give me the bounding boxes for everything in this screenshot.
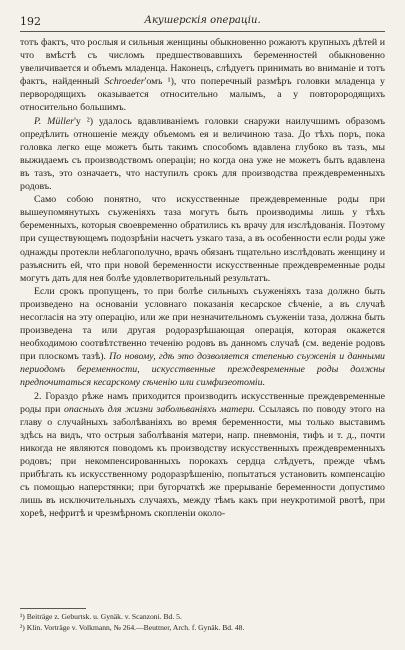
italic-text: По новому, гдѣ это дозволяется степенью съуженія и данными периодомъ беременности, искусственные преждевременные роды должны предпочитаться кесарскому сѣченію или симфизеотоміи. xyxy=(20,351,385,389)
text-run: 'омъ ¹), что поперечный размѣръ головки младенца у первородящихъ оказывается относительно малымъ, а у повторородящихъ относительно большимъ. xyxy=(20,76,385,114)
footnote-rule xyxy=(20,608,86,609)
italic-text: P. Müller xyxy=(34,115,75,127)
text-run: тотъ фактъ, что рослыя и сильныя женщины обыкновенно рожаютъ крупныхъ дѣтей и что вмѣстѣ съ числомъ предшествовавшихъ беременностей обыкновенно увеличивается и объемъ младенца. Наконецъ, слѣдуетъ принимать во вниманіе и тотъ фактъ, найденный xyxy=(20,37,385,88)
text-run: 2. Гораздо рѣже намъ приходится производить искусственные преждевременные роды при xyxy=(20,390,385,415)
italic-text: опасныхъ для жизни заболѣваніяхъ матери. xyxy=(63,403,256,415)
text-run: Если срокъ пропущенъ, то при болѣе сильныхъ съуженіяхъ таза должно быть произведено на основаніи условнаго показанія кесарское сѣченіе, а въ случаѣ несогласія на эту операцію, или же при незначительномъ съуженіи таза, должна быть произведена та или другая родоразрѣшающая операція, которая окажется необходимою соотвѣтственно теченію родовъ въ данномъ случаѣ (см. веденіе родовъ при плоскомъ тазѣ). xyxy=(20,285,385,363)
text-run: Само собою понятно, что искусственные преждевременные роды при вышеупомянутыхъ съуженіяхъ таза могутъ быть производимы лишь у тѣхъ беременныхъ, которыя своевременно обратились къ врачу для изслѣдованія. Поэтому при существующемъ подозрѣніи насчетъ узкаго таза, а въ особенности если роды уже однажды протекли неблагополучно, врачъ обязанъ тщательно изслѣдовать женщину и разъяснить ей, что при новой беременности искусственные преждевременные роды могутъ дать для нея болѣе удовлетворительный результатъ. xyxy=(20,194,385,284)
page-number: 192 xyxy=(20,15,41,28)
body-text xyxy=(20,36,385,520)
footnote: ¹) Beiträge z. Geburtsk. u. Gynäk. v. Scanzoni. Bd. 5. xyxy=(20,612,182,621)
text-run: 'у ²) удалось вдавливаніемъ головки снаружи наилучшимъ образомъ опредѣлить отношеніе между объемомъ ея и величиною таза. До тѣхъ поръ, пока головка легко еще можетъ быть такимъ способомъ вдавлена глубоко въ тазъ, мы выжидаемъ съ производствомъ операціи; но когда она уже не можетъ быть вдавлена въ тазъ, это означаетъ, что наступилъ срокъ для производства преждевременныхъ родовъ. xyxy=(20,115,385,193)
paragraph xyxy=(20,193,385,285)
header-rule xyxy=(20,31,385,32)
text-run: Ссылаясь по поводу этого на главу о случайныхъ заболѣваніяхъ во время беременности, мы только выставимъ здѣсь на видъ, что острыя заболѣванія матери, напр. пневмонія, тифъ и т. д., почти никогда не являются поводомъ къ производству искусственныхъ преждевременныхъ родовъ; при некомпенсированныхъ порокахъ сердца слѣдуетъ, прежде чѣмъ прибѣгать къ искусственному родоразрѣшенію, попытаться установить компенсацію съ помощью наперстянки; при бугорчаткѣ же прерываніе беременности допустимо лишь въ исключительныхъ случаяхъ, между тѣмъ какъ при неукротимой рвотѣ, при хореѣ, нефритѣ и чрезмѣрномъ скопленіи около- xyxy=(20,403,385,520)
paragraph xyxy=(20,285,385,390)
page-header xyxy=(20,15,385,31)
running-title: Акушерскія операціи. xyxy=(144,15,261,26)
paragraph xyxy=(20,115,385,194)
paragraph xyxy=(20,36,385,115)
paragraph xyxy=(20,390,385,521)
italic-text: Schroeder xyxy=(104,76,145,88)
footnotes xyxy=(20,612,385,633)
footnote: ²) Klin. Vorträge v. Volkmann, № 264.—Beuttner, Arch. f. Gynäk. Bd. 48. xyxy=(20,622,245,632)
